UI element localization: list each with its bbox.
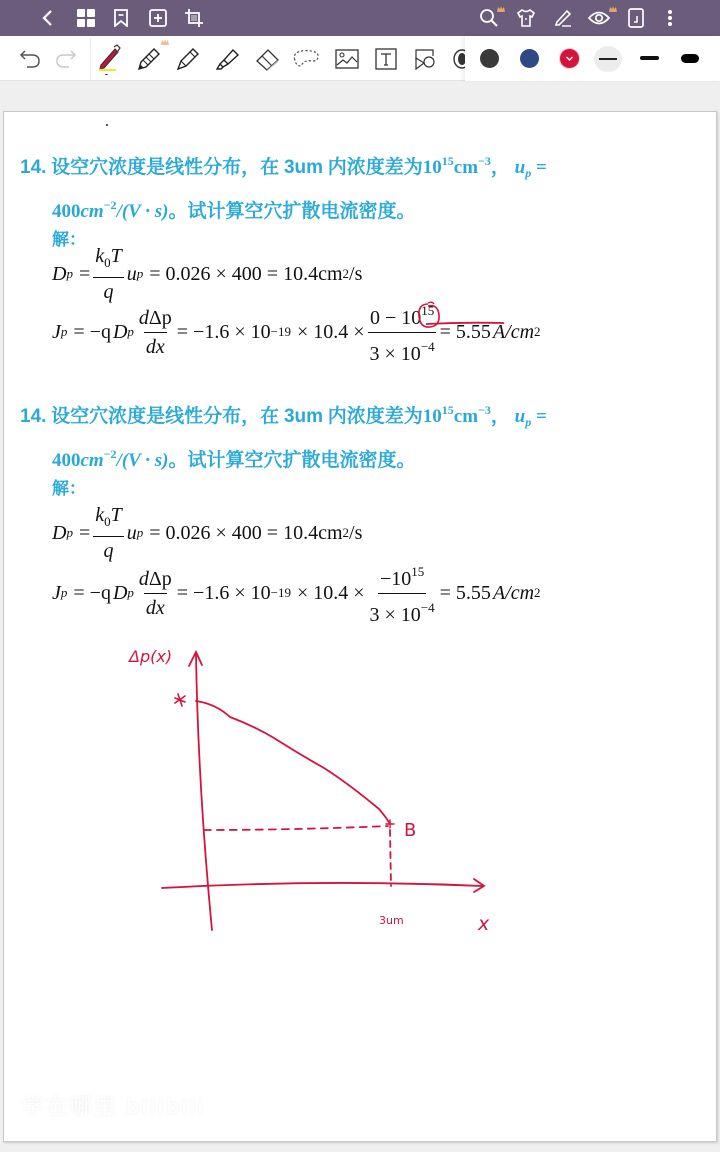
text-box-icon — [375, 48, 397, 70]
page-template-button[interactable] — [624, 6, 648, 30]
color-swatch-dark-gray[interactable] — [480, 49, 499, 68]
ballpoint-pen-tool[interactable] — [174, 45, 202, 73]
solution-label: 解： — [52, 230, 86, 249]
handwriting-button[interactable] — [551, 6, 575, 30]
color-swatch-crimson-selected[interactable] — [560, 49, 579, 68]
eye-icon — [588, 10, 610, 26]
x-axis — [162, 883, 482, 888]
shirt-icon — [516, 8, 536, 28]
page-grid-button[interactable] — [74, 6, 98, 30]
crop-button[interactable] — [182, 6, 206, 30]
y-axis — [196, 654, 212, 930]
red-circle-annotation — [414, 300, 514, 336]
eraser-icon — [255, 47, 281, 71]
eraser-tool[interactable] — [254, 45, 282, 73]
fountain-pen-tool[interactable] — [95, 45, 123, 73]
start-marker-star — [175, 694, 185, 706]
solution-label: 解： — [52, 479, 86, 498]
theme-button[interactable] — [514, 6, 538, 30]
app-header — [0, 0, 720, 36]
x-axis-label: x — [478, 913, 490, 935]
problem-statement-line2: $400cm^{-2}/(V \cdot s)$。试计算空穴扩散电流密度。 — [52, 447, 416, 471]
undo-button[interactable] — [16, 45, 44, 73]
search-icon — [479, 8, 499, 28]
undo-icon — [19, 49, 41, 69]
premium-crown-icon — [609, 6, 617, 12]
ballpoint-pen-icon — [175, 46, 201, 72]
image-icon — [335, 49, 359, 69]
toolbar-divider — [90, 38, 91, 80]
crop-icon — [185, 9, 203, 27]
text-tool[interactable] — [372, 45, 400, 73]
dashed-vertical-guide — [390, 830, 391, 886]
chevron-down-icon — [560, 49, 579, 68]
video-watermark: 学在哪里 bilibili — [22, 1094, 206, 1119]
pencil-icon — [136, 46, 162, 72]
problem-statement-line1: 14. 设空穴浓度是线性分布，在 3um 内浓度差为$10^{15}cm^{-3}$， $u_p$ = — [20, 154, 547, 180]
page-template-icon — [628, 8, 644, 28]
bookmark-icon — [113, 9, 129, 27]
pen-signature-icon — [553, 8, 573, 28]
back-button[interactable] — [36, 6, 60, 30]
stroke-width-medium[interactable] — [640, 56, 659, 60]
more-vertical-icon — [667, 9, 673, 27]
bookmark-button[interactable] — [109, 6, 133, 30]
concentration-gradient-fraction: $\frac{-10^{15}}{3 \times 10^{-4}}$ — [368, 559, 437, 628]
add-page-button[interactable] — [146, 6, 170, 30]
highlighter-tool[interactable] — [214, 45, 242, 73]
ink-dot — [106, 124, 108, 126]
premium-crown-icon — [161, 39, 169, 45]
dashed-horizontal-guide — [204, 826, 388, 830]
lasso-icon — [292, 48, 320, 70]
y-axis-label: Δp(x) — [129, 647, 173, 666]
image-tool[interactable] — [333, 45, 361, 73]
back-icon — [40, 9, 56, 27]
shapes-icon — [413, 48, 437, 70]
notebook-page[interactable] — [3, 111, 717, 1142]
point-b-label: B — [404, 820, 417, 841]
problem-statement-line2: $400cm^{-2}/(V \cdot s)$。试计算空穴扩散电流密度。 — [52, 198, 416, 222]
x-tick-label: 3um — [379, 914, 404, 927]
derivative-fraction: $\frac{\text{dΔp}}{dx}$ — [138, 567, 172, 619]
pen-toolbar — [0, 36, 720, 81]
kT-over-q-fraction: $\frac{k_0T}{q}$ — [95, 504, 122, 562]
redo-button[interactable] — [52, 45, 80, 73]
more-menu-button[interactable] — [658, 6, 682, 30]
color-palette — [465, 36, 720, 81]
diffusion-coefficient-equation: D p = $\frac{k_0T}{q}$ u p = 0.026 × 400 = 10.4cm 2 /s — [52, 245, 363, 303]
pencil-tool[interactable] — [135, 45, 163, 73]
color-swatch-navy[interactable] — [520, 49, 539, 68]
handdrawn-concentration-sketch — [124, 634, 524, 944]
kT-over-q-fraction: $\frac{k_0T}{q}$ — [95, 245, 122, 303]
view-mode-button[interactable] — [587, 6, 611, 30]
stroke-width-thick[interactable] — [681, 54, 699, 63]
current-density-equation: J p = −q D p $\frac{\text{dΔp}}{dx}$ = −1.6 × 10 −19 × 10.4 × $\frac{0 - 10^{15}}{3 \times 10^{-4}}$ = 5.55 A/cm 2 — [52, 302, 541, 362]
search-button[interactable] — [477, 6, 501, 30]
fountain-pen-icon — [96, 43, 122, 75]
stroke-width-thin-selected[interactable] — [594, 46, 622, 72]
premium-crown-icon — [497, 6, 505, 12]
highlighter-icon — [215, 46, 241, 72]
stroke-line-thin — [599, 58, 617, 60]
derivative-fraction: $\frac{\text{dΔp}}{dx}$ — [138, 306, 172, 358]
lasso-tool[interactable] — [292, 45, 320, 73]
diffusion-coefficient-equation: D p = $\frac{k_0T}{q}$ u p = 0.026 × 400 = 10.4cm 2 /s — [52, 504, 363, 562]
problem-statement-line1: 14. 设空穴浓度是线性分布，在 3um 内浓度差为$10^{15}cm^{-3}$， $u_p$ = — [20, 403, 547, 429]
concentration-curve — [196, 701, 390, 824]
concentration-gradient-fraction: $\frac{0 - 10^{15}}{3 \times 10^{-4}}$ — [368, 298, 437, 367]
current-density-equation: J p = −q D p $\frac{\text{dΔp}}{dx}$ = −1.6 × 10 −19 × 10.4 × $\frac{-10^{15}}{3 \times 10^{-4}}$ = 5.55 A/cm 2 — [52, 563, 541, 623]
grid-icon — [77, 9, 95, 27]
redo-icon — [55, 49, 77, 69]
shapes-tool[interactable] — [411, 45, 439, 73]
plus-square-icon — [149, 9, 167, 27]
